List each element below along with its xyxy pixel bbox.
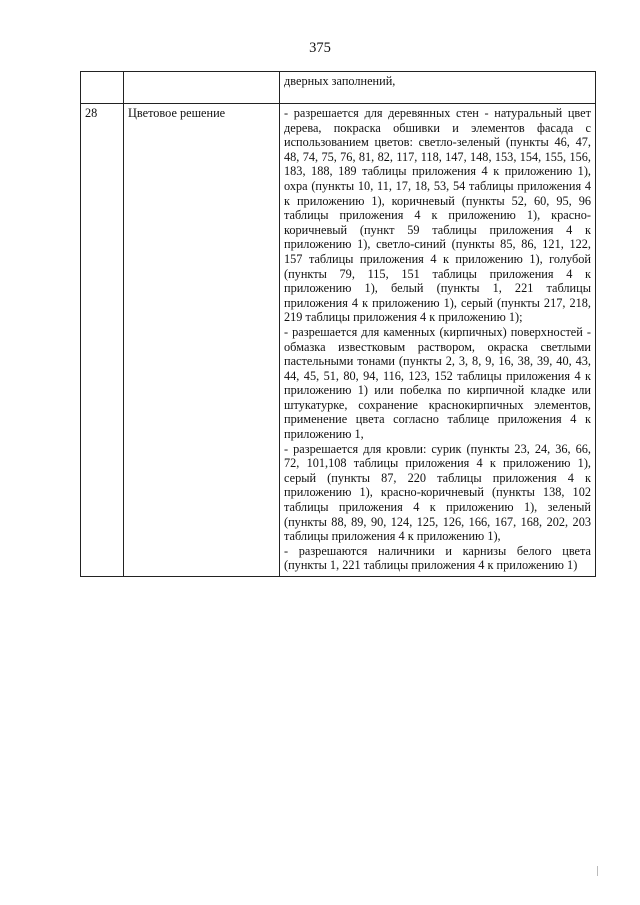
table-row-continuation	[81, 72, 596, 104]
cell-parameter: Цветовое решение	[124, 104, 280, 577]
requirement-stone-surfaces: - разрешается для каменных (кирпичных) поверхностей - обмазка известковым раствором, окраска светлыми пастельными тонами (пункты 2, 3, 8, 9, 16, 38, 39, 40, 43, 44, 45, 51, 80, 94, 116, 123, 152 таблицы приложения 4 к приложению 1) или побелка по кирпичной кладке или штукатурке, сохранение краснокирпичных элементов, применение цвета согласно таблице приложения 4 к приложению 1,	[284, 324, 591, 442]
cell-parameter	[124, 72, 280, 104]
cell-number: 28	[81, 104, 124, 577]
cell-requirement	[280, 104, 596, 577]
scan-edge-mark	[597, 866, 598, 876]
table-row-28	[81, 104, 596, 577]
requirement-trims-cornices: - разрешаются наличники и карнизы белого цвета (пункты 1, 221 таблицы приложения 4 к приложению 1)	[284, 543, 591, 573]
regulation-table	[80, 71, 596, 577]
requirement-wooden-walls: - разрешается для деревянных стен - натуральный цвет дерева, покраска обшивки и элементов фасада с использованием цветов: светло-зеленый (пункты 46, 47, 48, 74, 75, 76, 81, 82, 117, 118, 147, 148, 153, 154, 155, 156, 183, 188, 189 таблицы приложения 4 к приложению 1), охра (пункты 10, 11, 17, 18, 53, 54 таблицы приложения 4 к приложению 1), коричневый (пункты 52, 60, 95, 96 таблицы приложения 4 к приложению 1), красно-коричневый (пункт 59 таблицы приложения 4 к приложению 1), светло-синий (пункты 85, 86, 121, 122, 157 таблицы приложения 4 к приложению 1), голубой (пункты 79, 115, 151 таблицы приложения 4 к приложению 1), белый (пункты 1, 221 таблицы приложения 4 к приложению 1), серый (пункты 217, 218, 219 таблицы приложения 4 к приложению 1);	[284, 106, 591, 325]
requirement-roof: - разрешается для кровли: сурик (пункты 23, 24, 36, 66, 72, 101,108 таблицы приложения 4 к приложению 1), серый (пункты 87, 220 таблицы приложения 4 к приложению 1), красно-коричневый (пункты 138, 102 таблицы приложения 4 к приложению 1), зеленый (пункты 88, 89, 90, 124, 125, 126, 166, 167, 168, 202, 203 таблицы приложения 4 к приложению 1),	[284, 441, 591, 544]
cell-requirement: дверных заполнений,	[280, 72, 596, 104]
page-number: 375	[309, 40, 331, 56]
cell-number	[81, 72, 124, 104]
